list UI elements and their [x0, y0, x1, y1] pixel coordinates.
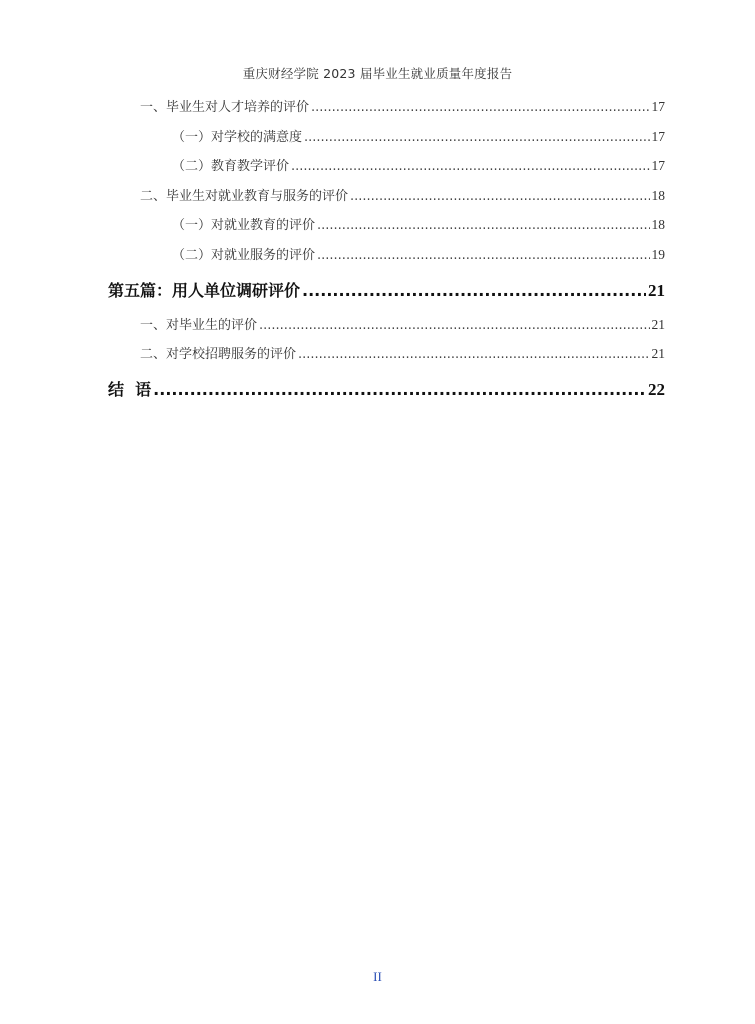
toc-page-number: 22: [648, 380, 665, 399]
toc-entry-label: （一）对就业教育的评价: [172, 218, 316, 233]
toc-chapter-entry[interactable]: [108, 377, 665, 400]
toc-entry[interactable]: [140, 314, 665, 333]
toc-leader-dots: [317, 248, 649, 263]
toc-entry-label: 二、毕业生对就业教育与服务的评价: [140, 189, 349, 204]
toc-page-number: 19: [651, 247, 665, 262]
toc-leader-dots: [350, 189, 649, 204]
toc-page-number: 21: [648, 281, 665, 300]
toc-entry[interactable]: [172, 244, 665, 263]
toc-entry-label: 一、对毕业生的评价: [140, 318, 258, 333]
toc-entry[interactable]: [172, 126, 665, 145]
toc-page-number: 21: [651, 317, 665, 332]
toc-page-number: 17: [651, 158, 665, 173]
toc-leader-dots: [304, 130, 649, 145]
toc-chapter-label: 结 语: [108, 380, 152, 399]
toc-page-number: 17: [651, 129, 665, 144]
page-number-footer: II: [373, 969, 382, 984]
toc-entry[interactable]: [172, 214, 665, 233]
toc-leader-dots: [291, 159, 649, 174]
toc-leader-dots: [317, 218, 649, 233]
toc-entry-label: 一、毕业生对人才培养的评价: [140, 100, 310, 115]
toc-entry-label: （一）对学校的满意度: [172, 130, 303, 145]
toc-entry[interactable]: [140, 343, 665, 362]
toc-entry-label: （二）教育教学评价: [172, 159, 290, 174]
toc-entry[interactable]: [140, 96, 665, 115]
toc-page-number: 17: [651, 99, 665, 114]
toc-chapter-label: 第五篇：用人单位调研评价: [108, 281, 301, 300]
toc-page-number: 18: [651, 217, 665, 232]
toc-page-number: 21: [651, 346, 665, 361]
toc-entry-label: 二、对学校招聘服务的评价: [140, 347, 297, 362]
toc-leader-dots: [311, 100, 649, 115]
page-header: 重庆财经学院 2023 届毕业生就业质量年度报告: [242, 66, 513, 81]
toc-leader-dots: [298, 347, 649, 362]
toc-page-number: 18: [651, 188, 665, 203]
toc-leader-dots: [302, 281, 646, 300]
toc-entry-label: （二）对就业服务的评价: [172, 248, 316, 263]
toc-entry[interactable]: [140, 185, 665, 204]
toc-leader-dots: [153, 380, 646, 399]
toc-entry[interactable]: [172, 155, 665, 174]
toc-leader-dots: [259, 318, 649, 333]
toc-chapter-entry[interactable]: [108, 278, 665, 301]
